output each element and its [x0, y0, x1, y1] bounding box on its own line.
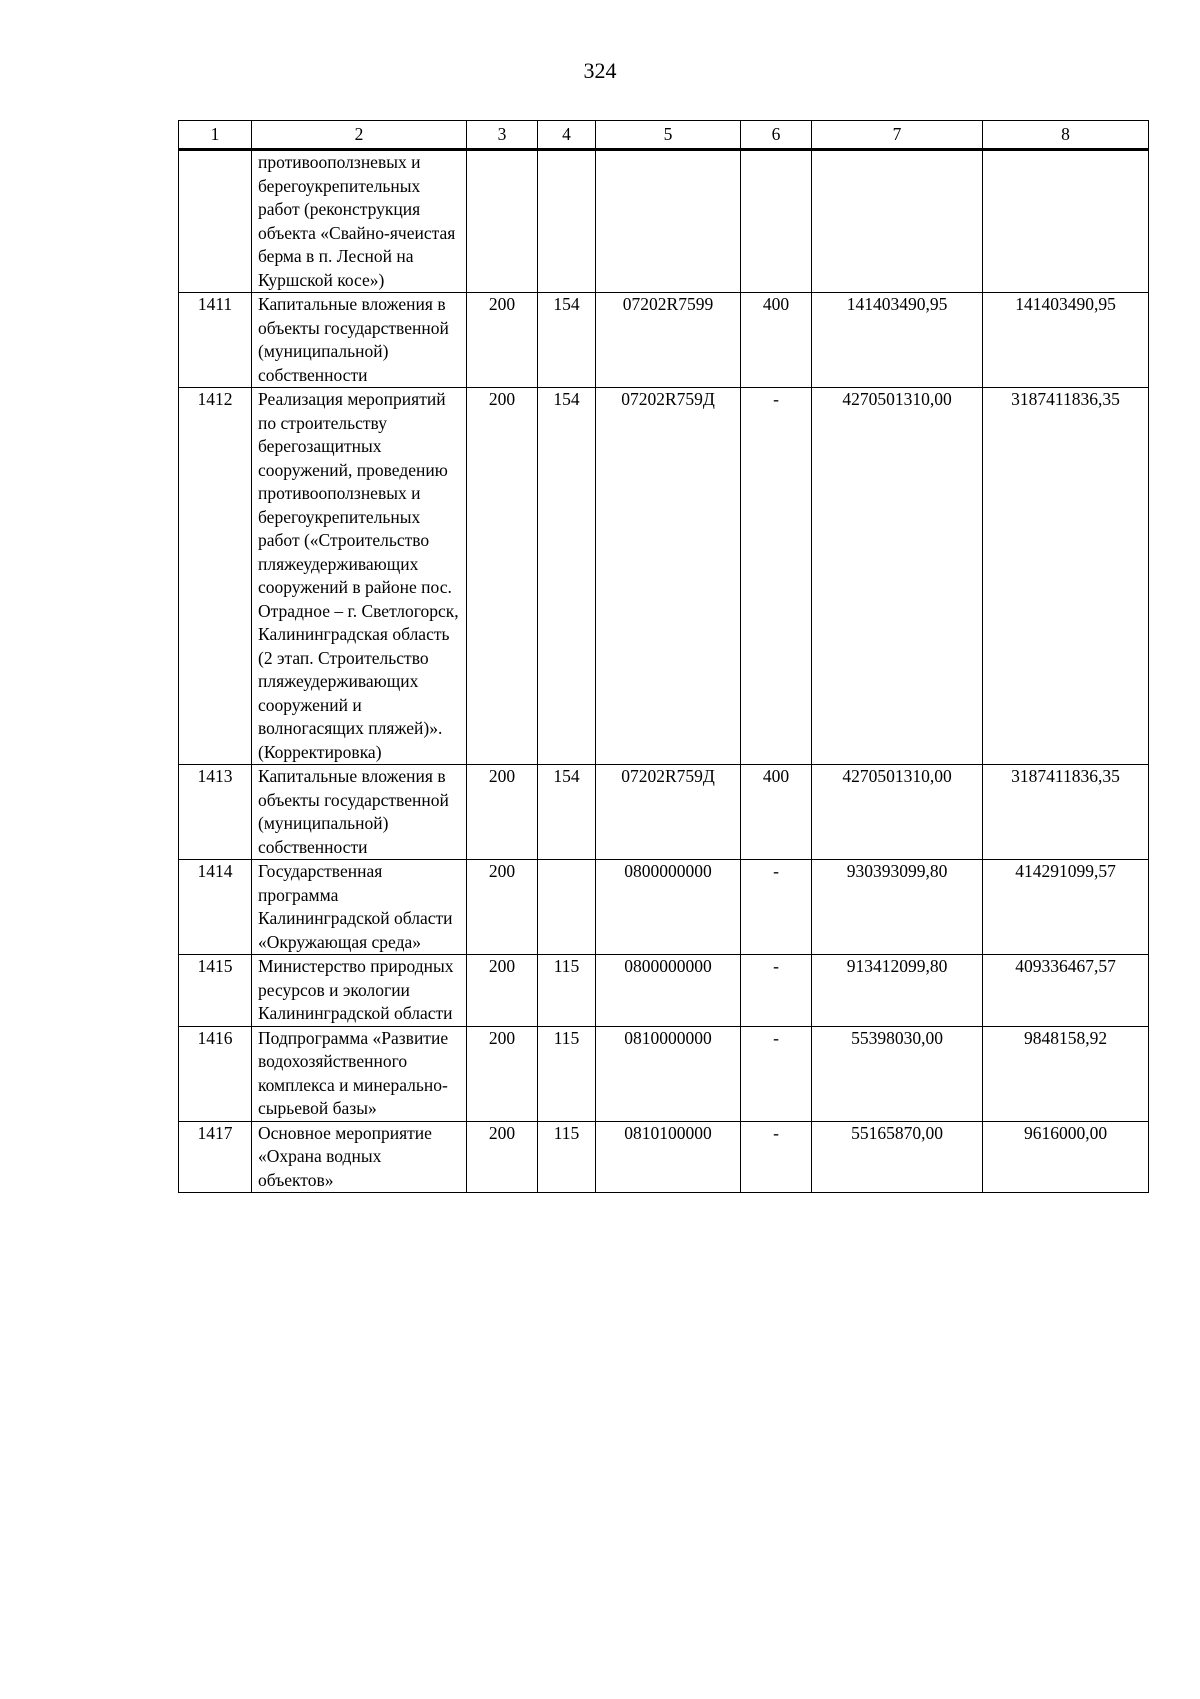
target-code-cell: 0810100000 — [596, 1121, 741, 1193]
table-row — [179, 388, 1149, 765]
row-number-cell — [179, 150, 252, 293]
expense-type-cell — [741, 150, 812, 293]
column-header-5: 5 — [596, 121, 741, 150]
amount-col8-cell: 9848158,92 — [983, 1026, 1149, 1121]
item-name-cell: Министерство природных ресурсов и экологии Калининградской области — [252, 955, 467, 1027]
code-col3-cell: 200 — [467, 1121, 538, 1193]
amount-col7-cell: 55165870,00 — [812, 1121, 983, 1193]
code-col4-cell: 115 — [538, 1121, 596, 1193]
target-code-cell: 0800000000 — [596, 860, 741, 955]
item-name-cell: Капитальные вложения в объекты государственной (муниципальной) собственности — [252, 293, 467, 388]
target-code-cell: 07202R7599 — [596, 293, 741, 388]
amount-col7-cell: 4270501310,00 — [812, 765, 983, 860]
target-code-cell: 07202R759Д — [596, 388, 741, 765]
amount-col8-cell: 414291099,57 — [983, 860, 1149, 955]
expense-type-cell: 400 — [741, 293, 812, 388]
expense-type-cell: - — [741, 1121, 812, 1193]
amount-col8-cell: 3187411836,35 — [983, 765, 1149, 860]
expense-type-cell: - — [741, 388, 812, 765]
column-header-1: 1 — [179, 121, 252, 150]
item-name-cell: Реализация мероприятий по строительству берегозащитных сооружений, проведению противооползневых и берегоукрепительных работ («Строительство пляжеудерживающих сооружений в районе пос. Отрадное – г. Светлогорск, Калининградская область (2 этап. Строительство пляжеудерживающих сооружений и волногасящих пляжей)». (Корректировка) — [252, 388, 467, 765]
column-header-6: 6 — [741, 121, 812, 150]
item-name-cell: противооползневых и берегоукрепительных работ (реконструкция объекта «Свайно-ячеистая берма в п. Лесной на Куршской косе») — [252, 150, 467, 293]
table-row — [179, 860, 1149, 955]
target-code-cell: 0800000000 — [596, 955, 741, 1027]
amount-col8-cell: 409336467,57 — [983, 955, 1149, 1027]
code-col3-cell — [467, 150, 538, 293]
row-number-cell: 1413 — [179, 765, 252, 860]
item-name-cell: Основное мероприятие «Охрана водных объектов» — [252, 1121, 467, 1193]
row-number-cell: 1412 — [179, 388, 252, 765]
column-header-7: 7 — [812, 121, 983, 150]
column-header-2: 2 — [252, 121, 467, 150]
code-col4-cell: 115 — [538, 1026, 596, 1121]
row-number-cell: 1411 — [179, 293, 252, 388]
code-col4-cell: 154 — [538, 388, 596, 765]
code-col3-cell: 200 — [467, 860, 538, 955]
code-col3-cell: 200 — [467, 388, 538, 765]
expense-type-cell: - — [741, 1026, 812, 1121]
column-header-4: 4 — [538, 121, 596, 150]
target-code-cell: 0810000000 — [596, 1026, 741, 1121]
row-number-cell: 1416 — [179, 1026, 252, 1121]
amount-col8-cell: 141403490,95 — [983, 293, 1149, 388]
amount-col7-cell: 4270501310,00 — [812, 388, 983, 765]
code-col4-cell — [538, 860, 596, 955]
code-col4-cell: 115 — [538, 955, 596, 1027]
code-col3-cell: 200 — [467, 955, 538, 1027]
table-body — [179, 150, 1149, 1193]
expense-type-cell: - — [741, 955, 812, 1027]
amount-col8-cell: 3187411836,35 — [983, 388, 1149, 765]
amount-col7-cell — [812, 150, 983, 293]
page-number: 324 — [583, 58, 617, 83]
amount-col7-cell: 913412099,80 — [812, 955, 983, 1027]
code-col3-cell: 200 — [467, 765, 538, 860]
expense-type-cell: 400 — [741, 765, 812, 860]
header-row — [179, 121, 1149, 150]
amount-col7-cell: 141403490,95 — [812, 293, 983, 388]
table-row — [179, 150, 1149, 293]
item-name-cell: Подпрограмма «Развитие водохозяйственного комплекса и минерально-сырьевой базы» — [252, 1026, 467, 1121]
item-name-cell: Государственная программа Калининградской области «Окружающая среда» — [252, 860, 467, 955]
expense-type-cell: - — [741, 860, 812, 955]
code-col3-cell: 200 — [467, 1026, 538, 1121]
table-row — [179, 293, 1149, 388]
amount-col8-cell — [983, 150, 1149, 293]
amount-col8-cell: 9616000,00 — [983, 1121, 1149, 1193]
row-number-cell: 1414 — [179, 860, 252, 955]
row-number-cell: 1417 — [179, 1121, 252, 1193]
table-row — [179, 765, 1149, 860]
column-header-3: 3 — [467, 121, 538, 150]
target-code-cell: 07202R759Д — [596, 765, 741, 860]
code-col3-cell: 200 — [467, 293, 538, 388]
table-row — [179, 1026, 1149, 1121]
column-header-8: 8 — [983, 121, 1149, 150]
amount-col7-cell: 55398030,00 — [812, 1026, 983, 1121]
target-code-cell — [596, 150, 741, 293]
table-row — [179, 1121, 1149, 1193]
item-name-cell: Капитальные вложения в объекты государственной (муниципальной) собственности — [252, 765, 467, 860]
code-col4-cell: 154 — [538, 765, 596, 860]
row-number-cell: 1415 — [179, 955, 252, 1027]
table-row — [179, 955, 1149, 1027]
amount-col7-cell: 930393099,80 — [812, 860, 983, 955]
budget-table — [178, 120, 1149, 1193]
code-col4-cell: 154 — [538, 293, 596, 388]
code-col4-cell — [538, 150, 596, 293]
